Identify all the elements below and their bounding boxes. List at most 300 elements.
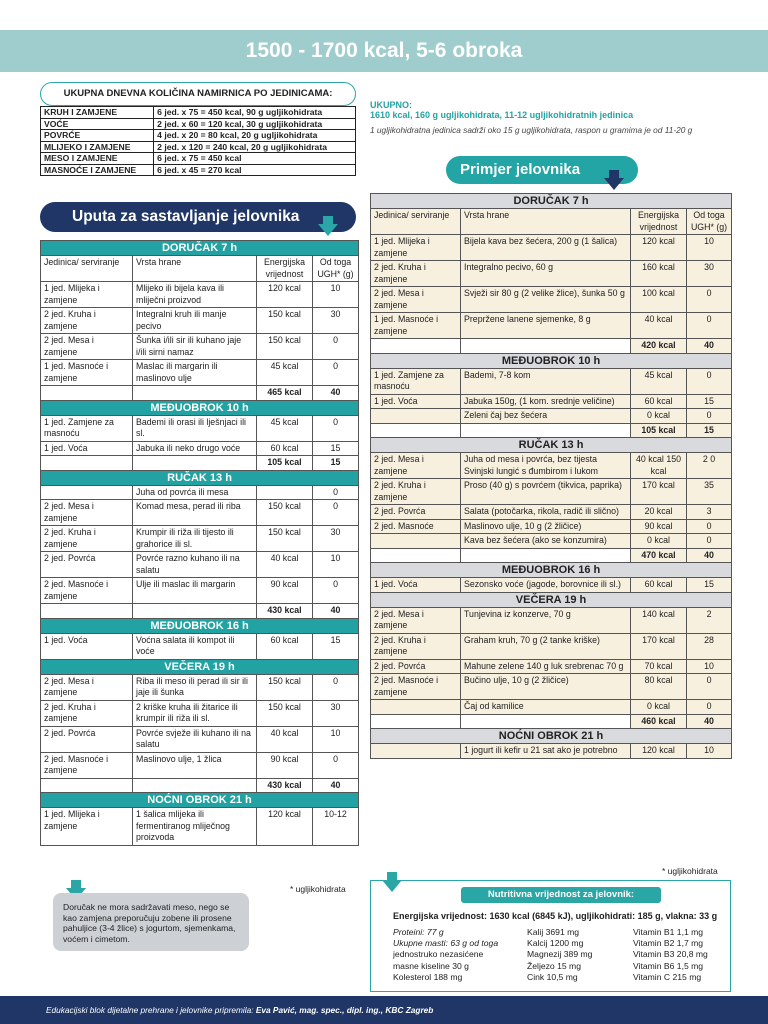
blank-cell (133, 604, 257, 619)
table-row (371, 505, 732, 520)
food-cell: Sezonsko voće (jagode, borovnice ili sl.) (461, 578, 631, 593)
section-title (371, 729, 732, 744)
footer-author: Eva Pavić, mag. spec., dipl. ing., KBC Zagreb (255, 1005, 434, 1015)
energy-cell: 40 kcal (631, 313, 687, 339)
primjer-title: Primjer jelovnika (446, 156, 638, 184)
units-value: 6 jed. x 45 = 270 kcal (154, 164, 356, 176)
header-cell: Energijska vrijednost (257, 256, 313, 282)
carb-cell: 0 (687, 409, 732, 424)
header-cell: Vrsta hrane (133, 256, 257, 282)
blank-cell (41, 778, 133, 793)
unit-cell: 2 jed. Masnoće (371, 519, 461, 534)
food-cell: Krumpir ili riža ili tijesto ili grahorice ili sl. (133, 526, 257, 552)
nutrition-box (370, 880, 731, 992)
food-cell: Juha od povrća ili mesa (133, 485, 257, 500)
carb-cell: 15 (313, 633, 359, 659)
unit-cell: 2 jed. Povrća (371, 659, 461, 674)
energy-cell: 70 kcal (631, 659, 687, 674)
units-row (41, 118, 356, 130)
unit-cell: 2 jed. Masnoće i zamjene (371, 674, 461, 700)
table-row (41, 485, 359, 500)
daily-units-title: UKUPNA DNEVNA KOLIČINA NAMIRNICA PO JEDINICAMA: (40, 82, 356, 106)
total-energy: 105 kcal (631, 423, 687, 438)
unit-cell: 1 jed. Voća (41, 633, 133, 659)
section-title-cell: MEĐUOBROK 10 h (371, 353, 732, 368)
food-cell: Riba ili meso ili perad ili sir ili jaje ili šunka (133, 674, 257, 700)
table-row (41, 308, 359, 334)
unit-cell: 1 jed. Mlijeka i zamjene (41, 808, 133, 846)
section-title-cell: VEČERA 19 h (371, 592, 732, 607)
unit-cell: 2 jed. Kruha i zamjene (41, 526, 133, 552)
header-cell: Od toga UGH* (g) (313, 256, 359, 282)
carb-cell: 0 (687, 368, 732, 394)
carb-cell: 10 (313, 726, 359, 752)
carb-cell: 35 (687, 479, 732, 505)
carb-cell: 0 (313, 485, 359, 500)
energy-cell: 140 kcal (631, 607, 687, 633)
total-energy: 460 kcal (631, 714, 687, 729)
food-cell: Integralni kruh ili manje pecivo (133, 308, 257, 334)
units-row (41, 141, 356, 153)
unit-cell: 2 jed. Povrća (371, 505, 461, 520)
unit-cell (371, 744, 461, 759)
header-cell: Od toga UGH* (g) (687, 209, 732, 235)
table-row (41, 700, 359, 726)
unit-cell: 2 jed. Mesa i zamjene (371, 607, 461, 633)
energy-cell: 0 kcal (631, 700, 687, 715)
table-row (41, 552, 359, 578)
energy-cell: 40 kcal 150 kcal (631, 453, 687, 479)
total-carb: 40 (687, 339, 732, 354)
table-row (371, 578, 732, 593)
units-row (41, 153, 356, 165)
units-value: 2 jed. x 60 = 120 kcal, 30 g ugljikohidrata (154, 118, 356, 130)
unit-cell: 2 jed. Mesa i zamjene (371, 453, 461, 479)
carb-cell: 2 0 (687, 453, 732, 479)
food-cell: 2 kriške kruha ili žitarice ili krumpir ili riža ili sl. (133, 700, 257, 726)
table-row (41, 808, 359, 846)
total-row (371, 714, 732, 729)
carb-cell: 0 (313, 752, 359, 778)
daily-units-table (40, 106, 356, 176)
unit-cell: 2 jed. Kruha i zamjene (371, 633, 461, 659)
food-cell: Bijela kava bez šećera, 200 g (1 šalica) (461, 235, 631, 261)
energy-cell: 45 kcal (257, 415, 313, 441)
food-cell: Povrće razno kuhano ili na salatu (133, 552, 257, 578)
section-title (371, 353, 732, 368)
section-title (41, 659, 359, 674)
blank-cell (461, 548, 631, 563)
total-row (41, 386, 359, 401)
food-cell: Povrće svježe ili kuhano ili na salatu (133, 726, 257, 752)
carb-cell: 10 (687, 235, 732, 261)
table-row (371, 453, 732, 479)
unit-cell (371, 700, 461, 715)
food-cell: Juha od mesa i povrća, bez tijesta Svinjski lungić s đumbirom i lukom (461, 453, 631, 479)
arrow-down-icon (604, 170, 624, 190)
header-cell: Jedinica/ serviranje (371, 209, 461, 235)
energy-cell: 40 kcal (257, 552, 313, 578)
food-cell: Proso (40 g) s povrćem (tikvica, paprika) (461, 479, 631, 505)
section-title-cell: RUČAK 13 h (371, 438, 732, 453)
nutrition-line: Vitamin B2 1,7 mg (633, 938, 704, 949)
carb-cell: 10 (687, 744, 732, 759)
energy-cell: 45 kcal (257, 360, 313, 386)
food-cell: Graham kruh, 70 g (2 tanke kriške) (461, 633, 631, 659)
units-group: MASNOĆE I ZAMJENE (41, 164, 154, 176)
table-row (371, 607, 732, 633)
unit-cell: 1 jed. Masnoće i zamjene (371, 313, 461, 339)
food-cell: Bučino ulje, 10 g (2 žličice) (461, 674, 631, 700)
units-group: MLIJEKO I ZAMJENE (41, 141, 154, 153)
energy-cell: 80 kcal (631, 674, 687, 700)
food-cell: Jabuka ili neko drugo voće (133, 441, 257, 456)
food-cell: Maslinovo ulje, 1 žlica (133, 752, 257, 778)
nutrition-line: Magnezij 389 mg (527, 949, 593, 960)
units-row (41, 130, 356, 142)
unit-cell: 2 jed. Kruha i zamjene (371, 479, 461, 505)
blank-cell (41, 456, 133, 471)
header-cell: Vrsta hrane (461, 209, 631, 235)
section-title-cell: NOĆNI OBROK 21 h (41, 793, 359, 808)
table-row (41, 578, 359, 604)
total-row (41, 604, 359, 619)
section-title-cell: VEČERA 19 h (41, 659, 359, 674)
unit-cell: 2 jed. Mesa i zamjene (41, 674, 133, 700)
food-cell: Jabuka 150g, (1 kom. srednje veličine) (461, 394, 631, 409)
footer (0, 996, 768, 1024)
table-row (41, 526, 359, 552)
unit-cell (371, 534, 461, 549)
total-energy: 105 kcal (257, 456, 313, 471)
energy-cell: 160 kcal (631, 261, 687, 287)
energy-cell: 60 kcal (631, 394, 687, 409)
uputa-title: Uputa za sastavljanje jelovnika (40, 202, 356, 232)
energy-cell (257, 485, 313, 500)
energy-cell: 120 kcal (631, 235, 687, 261)
unit-cell: 1 jed. Masnoće i zamjene (41, 360, 133, 386)
header-cell: Energijska vrijednost (631, 209, 687, 235)
food-cell: Čaj od kamilice (461, 700, 631, 715)
total-carb: 40 (313, 386, 359, 401)
carb-cell: 10 (313, 552, 359, 578)
table-row (41, 752, 359, 778)
nutrition-line: Kalij 3691 mg (527, 927, 580, 937)
table-row (41, 500, 359, 526)
section-title (371, 592, 732, 607)
table-row (41, 441, 359, 456)
carb-cell: 10-12 (313, 808, 359, 846)
section-title (41, 618, 359, 633)
unit-cell (41, 485, 133, 500)
food-cell: Bademi ili orasi ili lješnjaci ili sl. (133, 415, 257, 441)
carb-cell: 28 (687, 633, 732, 659)
footnote: * ugljikohidrata (662, 866, 718, 876)
blank-cell (371, 423, 461, 438)
unit-cell: 1 jed. Mlijeka i zamjene (41, 282, 133, 308)
total-row (41, 456, 359, 471)
food-cell: Mahune zelene 140 g luk srebrenac 70 g (461, 659, 631, 674)
unit-cell: 1 jed. Voća (371, 394, 461, 409)
unit-cell: 2 jed. Masnoće i zamjene (41, 578, 133, 604)
food-cell: Maslinovo ulje, 10 g (2 žličice) (461, 519, 631, 534)
food-cell: Tunjevina iz konzerve, 70 g (461, 607, 631, 633)
food-cell: Integralno pecivo, 60 g (461, 261, 631, 287)
section-title (41, 793, 359, 808)
food-cell: Ulje ili maslac ili margarin (133, 578, 257, 604)
carb-cell: 0 (313, 578, 359, 604)
nutrition-line: Kalcij 1200 mg (527, 938, 584, 949)
section-title (371, 563, 732, 578)
carb-cell: 0 (313, 500, 359, 526)
food-cell: Mlijeko ili bijela kava ili mliječni proizvod (133, 282, 257, 308)
section-title-cell: MEĐUOBROK 10 h (41, 400, 359, 415)
table-row (371, 659, 732, 674)
table-row (41, 726, 359, 752)
section-title-cell: RUČAK 13 h (41, 470, 359, 485)
table-row (371, 479, 732, 505)
energy-cell: 150 kcal (257, 674, 313, 700)
nutrition-line: Ukupne masti: 63 g od toga (393, 938, 499, 949)
food-cell: Bademi, 7-8 kom (461, 368, 631, 394)
units-group: POVRĆE (41, 130, 154, 142)
carb-cell: 10 (313, 282, 359, 308)
nutrition-line: Cink 10,5 mg (527, 971, 578, 982)
table-row (41, 334, 359, 360)
table-row (41, 415, 359, 441)
menu-table (370, 193, 732, 759)
food-cell: Prepržene lanene sjemenke, 8 g (461, 313, 631, 339)
carb-cell: 0 (687, 313, 732, 339)
energy-cell: 150 kcal (257, 308, 313, 334)
nutrition-line: Vitamin B1 1,1 mg (633, 927, 704, 937)
energy-cell: 150 kcal (257, 334, 313, 360)
blank-cell (461, 714, 631, 729)
total-carb: 40 (687, 548, 732, 563)
unit-cell: 1 jed. Zamjene za masnoću (371, 368, 461, 394)
carb-cell: 10 (687, 659, 732, 674)
energy-cell: 90 kcal (257, 578, 313, 604)
table-row (371, 519, 732, 534)
nutrition-line: Vitamin C 215 mg (633, 971, 702, 982)
unit-cell (371, 409, 461, 424)
table-row (371, 394, 732, 409)
carb-cell: 15 (687, 394, 732, 409)
unit-cell: 2 jed. Kruha i zamjene (371, 261, 461, 287)
section-title (41, 400, 359, 415)
carb-cell: 0 (313, 334, 359, 360)
blank-cell (371, 339, 461, 354)
carb-cell: 0 (313, 674, 359, 700)
total-carb: 40 (313, 778, 359, 793)
food-cell: 1 šalica mlijeka ili fermentiranog mliječnog proizvoda (133, 808, 257, 846)
nutrition-col-3 (633, 927, 708, 983)
total-energy: 465 kcal (257, 386, 313, 401)
nutrition-line: Vitamin B6 1,5 mg (633, 960, 704, 971)
total-energy: 430 kcal (257, 604, 313, 619)
arrow-down-icon (318, 216, 338, 236)
blank-cell (41, 386, 133, 401)
ukupno-label: UKUPNO: (370, 100, 412, 110)
section-title (371, 194, 732, 209)
total-row (371, 423, 732, 438)
energy-cell: 60 kcal (631, 578, 687, 593)
table-row (371, 633, 732, 659)
total-row (41, 778, 359, 793)
carb-cell: 3 (687, 505, 732, 520)
table-header (371, 209, 732, 235)
table-row (371, 744, 732, 759)
ukupno-value: 1610 kcal, 160 g ugljikohidrata, 11-12 ugljikohidratnih jedinica (370, 110, 634, 120)
blank-cell (461, 423, 631, 438)
nutrition-line: Vitamin B3 20,8 mg (633, 949, 708, 960)
unit-cell: 2 jed. Kruha i zamjene (41, 700, 133, 726)
carb-cell: 15 (313, 441, 359, 456)
food-cell: 1 jogurt ili kefir u 21 sat ako je potrebno (461, 744, 631, 759)
section-title-cell: MEĐUOBROK 16 h (371, 563, 732, 578)
section-title-cell: MEĐUOBROK 16 h (41, 618, 359, 633)
ukupno-block (370, 100, 760, 135)
total-energy: 420 kcal (631, 339, 687, 354)
units-group: VOĆE (41, 118, 154, 130)
nutrition-line: jednostruko nezasićene (393, 949, 484, 960)
energy-cell: 60 kcal (257, 633, 313, 659)
energy-cell: 170 kcal (631, 479, 687, 505)
guide-table (40, 240, 359, 846)
units-group: KRUH I ZAMJENE (41, 107, 154, 119)
unit-cell: 2 jed. Mesa i zamjene (41, 500, 133, 526)
carb-cell: 30 (313, 700, 359, 726)
units-row (41, 107, 356, 119)
energy-cell: 90 kcal (257, 752, 313, 778)
energy-cell: 100 kcal (631, 287, 687, 313)
unit-cell: 2 jed. Mesa i zamjene (41, 334, 133, 360)
table-row (371, 313, 732, 339)
food-cell: Kava bez šećera (ako se konzumira) (461, 534, 631, 549)
nutrition-line: Kolesterol 188 mg (393, 971, 463, 982)
blank-cell (371, 548, 461, 563)
breakfast-note: Doručak ne mora sadržavati meso, nego se kao zamjena preporučuju zobene ili prosene pahuljice (3-4 žlice) s jogurtom, sjemenkama, voćem i cimetom. (53, 893, 249, 951)
food-cell: Salata (potočarka, rikola, radič ili slično) (461, 505, 631, 520)
energy-cell: 120 kcal (257, 808, 313, 846)
nutrition-col-2 (527, 927, 592, 983)
energy-cell: 170 kcal (631, 633, 687, 659)
food-cell: Komad mesa, perad ili riba (133, 500, 257, 526)
blank-cell (133, 386, 257, 401)
section-title-cell: DORUČAK 7 h (371, 194, 732, 209)
nutrition-line: Proteini: 77 g (393, 927, 444, 937)
unit-cell: 2 jed. Mesa i zamjene (371, 287, 461, 313)
food-cell: Maslac ili margarin ili maslinovo ulje (133, 360, 257, 386)
unit-cell: 2 jed. Kruha i zamjene (41, 308, 133, 334)
footnote: * ugljikohidrata (290, 884, 346, 894)
carb-cell: 15 (687, 578, 732, 593)
carb-cell: 30 (313, 526, 359, 552)
table-row (41, 360, 359, 386)
food-cell: Šunka i/ili sir ili kuhano jaje i/ili sirni namaz (133, 334, 257, 360)
carb-cell: 0 (313, 415, 359, 441)
units-value: 6 jed. x 75 = 450 kcal (154, 153, 356, 165)
table-row (41, 633, 359, 659)
food-cell: Zeleni čaj bez šećera (461, 409, 631, 424)
blank-cell (461, 339, 631, 354)
total-energy: 430 kcal (257, 778, 313, 793)
carb-cell: 0 (687, 700, 732, 715)
table-row (371, 700, 732, 715)
nutrition-main: Energijska vrijednost: 1630 kcal (6845 kJ), ugljikohidrati: 185 g, vlakna: 33 g (393, 911, 718, 921)
unit-cell: 2 jed. Povrća (41, 552, 133, 578)
table-header (41, 256, 359, 282)
total-energy: 470 kcal (631, 548, 687, 563)
energy-cell: 150 kcal (257, 526, 313, 552)
total-carb: 40 (687, 714, 732, 729)
nutrition-title: Nutritivna vrijednost za jelovnik: (461, 887, 661, 903)
table-row (371, 368, 732, 394)
unit-cell: 1 jed. Zamjene za masnoću (41, 415, 133, 441)
carb-cell: 0 (687, 674, 732, 700)
footer-text: Edukacijski blok dijetalne prehrane i jelovnike pripremila: (46, 1005, 256, 1015)
carb-cell: 30 (313, 308, 359, 334)
table-row (371, 287, 732, 313)
carb-cell: 2 (687, 607, 732, 633)
nutrition-line: Željezo 15 mg (527, 960, 581, 971)
units-row (41, 164, 356, 176)
section-title (41, 241, 359, 256)
food-cell: Svježi sir 80 g (2 velike žlice), šunka 50 g (461, 287, 631, 313)
energy-cell: 150 kcal (257, 500, 313, 526)
unit-cell: 1 jed. Voća (41, 441, 133, 456)
table-row (371, 409, 732, 424)
carb-cell: 0 (687, 534, 732, 549)
ukupno-note: 1 ugljikohidratna jedinica sadrži oko 15 g ugljikohidrata, raspon u gramima je od 11-20 g (370, 125, 693, 135)
energy-cell: 0 kcal (631, 409, 687, 424)
table-row (41, 282, 359, 308)
nutrition-col-1 (393, 927, 498, 983)
table-row (41, 674, 359, 700)
energy-cell: 0 kcal (631, 534, 687, 549)
energy-cell: 120 kcal (631, 744, 687, 759)
units-value: 4 jed. x 20 = 80 kcal, 20 g ugljikohidrata (154, 130, 356, 142)
total-carb: 15 (313, 456, 359, 471)
total-carb: 15 (687, 423, 732, 438)
section-title (41, 470, 359, 485)
blank-cell (133, 778, 257, 793)
food-cell: Voćna salata ili kompot ili voće (133, 633, 257, 659)
blank-cell (133, 456, 257, 471)
energy-cell: 150 kcal (257, 700, 313, 726)
page-title: 1500 - 1700 kcal, 5-6 obroka (0, 30, 768, 72)
units-group: MESO I ZAMJENE (41, 153, 154, 165)
total-row (371, 339, 732, 354)
energy-cell: 60 kcal (257, 441, 313, 456)
blank-cell (371, 714, 461, 729)
header-cell: Jedinica/ serviranje (41, 256, 133, 282)
energy-cell: 90 kcal (631, 519, 687, 534)
section-title (371, 438, 732, 453)
table-row (371, 235, 732, 261)
table-row (371, 674, 732, 700)
unit-cell: 1 jed. Mlijeka i zamjene (371, 235, 461, 261)
carb-cell: 0 (687, 519, 732, 534)
total-carb: 40 (313, 604, 359, 619)
unit-cell: 1 jed. Voća (371, 578, 461, 593)
table-row (371, 534, 732, 549)
unit-cell: 2 jed. Povrća (41, 726, 133, 752)
energy-cell: 40 kcal (257, 726, 313, 752)
unit-cell: 2 jed. Masnoće i zamjene (41, 752, 133, 778)
units-value: 6 jed. x 75 = 450 kcal, 90 g ugljikohidrata (154, 107, 356, 119)
energy-cell: 120 kcal (257, 282, 313, 308)
